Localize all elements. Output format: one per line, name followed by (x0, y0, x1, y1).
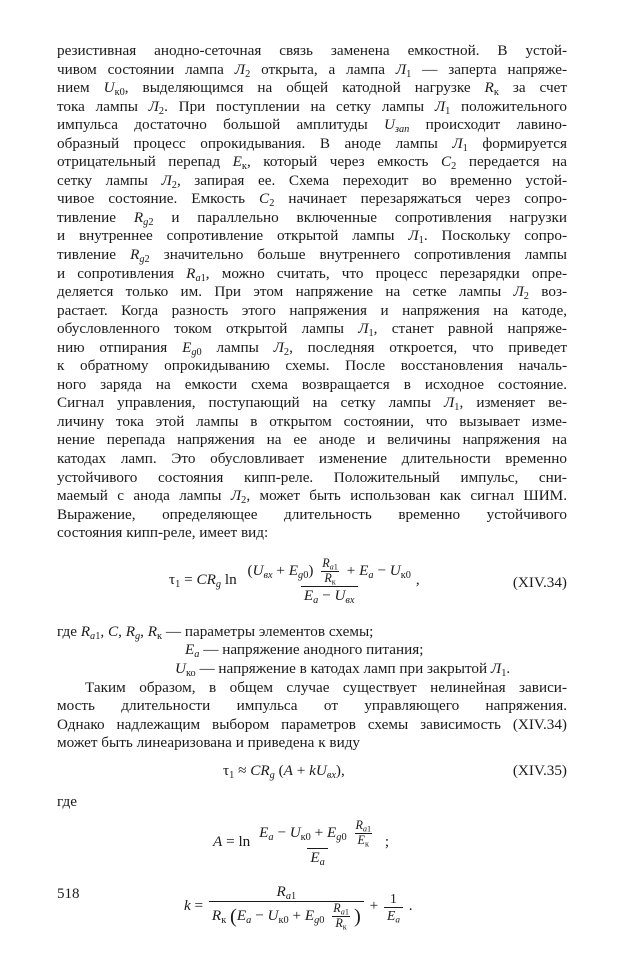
page-number: 518 (57, 886, 80, 902)
p2-line-1: Таким образом, в общем случае существует нелинейная зависи- (85, 678, 567, 696)
definition-row-3: $U_{ко}$ — напряжение в катодах ламп при закрытой $Л_1$. (175, 659, 511, 679)
p2-line-3: Однако надлежащим выбором параметров схемы зависимость (XIV.34) (57, 715, 567, 733)
p1-line-3: нием $U_{к0}$, выделяющимся на общей катодной нагрузке $R_к$ за счет (57, 79, 567, 98)
page-body (57, 42, 567, 953)
p1-line-20: Сигнал управления, поступающий на сетку лампы $Л_1$, изменяет ве- (57, 394, 568, 414)
p1-line-18: к обратному опрокидыванию схемы. После восстановления началь- (57, 357, 567, 375)
p1-line-14: деляется только им. При этом напряжение на сетке лампы $Л_2$ воз- (57, 283, 567, 302)
p1-line-15: растает. Когда разность этого напряжения и напряжения на катоде, (57, 301, 567, 319)
p1-line-6: образный процесс опрокидывания. В аноде лампы $Л_1$ формируется (57, 134, 567, 154)
definition-row-1: где $R_{a1}$, C, $R_g$, $R_к$ — параметры элементов схемы; (57, 622, 374, 642)
p1-line-1: резистивная анодно-сеточная связь заменена емкостной. В устой- (57, 42, 567, 59)
p1-line-4: тока лампы $Л_2$. При поступлении на сетку лампы $Л_1$ положительного (57, 97, 567, 117)
p1-line-10: тивление $R_{g2}$ и параллельно включенные сопротивления нагрузки (57, 208, 567, 228)
p1-line-2: чивом состоянии лампа $Л_2$ открыта, а лампа $Л_1$ — заперта напряже- (57, 60, 568, 80)
equation-k (57, 883, 567, 953)
equation-xiv-34-body: $\tau_1 = CR_g$ ln $(U_{вх} + E_{g0})$ $\frac{R_{a1}}{R_к}$ + $E_a - U_{к0}$ $E_a - U_{вх}$ , (169, 555, 420, 606)
p1-line-7: отрицательный перепад $E_к$, который через емкость $C_2$ передается на (57, 153, 567, 173)
p2-line-2: мость длительности импульса от управляющего напряжения. (57, 697, 567, 715)
equation-xiv-35 (57, 753, 567, 789)
p1-line-21: личину тока этой лампы в открытом состоянии, что вызывает изме- (57, 412, 567, 430)
equation-xiv-35-body: $\tau_1 \approx CR_g$ $(A + kU_{вх})$, (223, 761, 345, 781)
p1-line-12: тивление $R_{g2}$ значительно больше внутреннего сопротивления лампы (57, 246, 567, 265)
p1-line-16: обусловленного током открытой лампы $Л_1$, станет равной напряже- (57, 320, 567, 340)
equation-xiv-34 (57, 551, 567, 623)
p1-line-9: чивое состояние. Емкость $C_2$ начинает перезаряжаться через сопро- (57, 190, 567, 210)
where-label: где (57, 792, 77, 810)
equation-number-xiv-35: (XIV.35) (512, 761, 567, 779)
definitions-block (57, 623, 567, 679)
paragraph-1 (57, 42, 567, 543)
p1-line-27: состояния кипп-реле, имеет вид: (57, 524, 269, 542)
equation-number-xiv-34: (XIV.34) (512, 573, 567, 591)
p1-line-5: импульса достаточно большой амплитуды $U_{зап}$ происходит лавино- (57, 116, 567, 136)
definition-row-2: $E_a$ — напряжение анодного питания; (185, 641, 424, 661)
p1-line-24: устойчивого состояния кипп-реле. Положительный импульс, сни- (57, 468, 567, 486)
p1-line-23: катодах ламп. Это обусловливает изменение длительности временно (57, 450, 567, 468)
paragraph-2 (57, 679, 567, 753)
equation-a (57, 813, 567, 883)
p1-line-26: Выражение, определяющее длительность временно устойчивого (57, 505, 567, 523)
p2-line-4: может быть линеаризована и приведена к виду (57, 734, 361, 752)
p1-line-8: сетку лампы $Л_2$, запирая ее. Схема переходит во временно устой- (57, 171, 568, 191)
p1-line-22: нение перепада напряжения на ее аноде и величины напряжения на (57, 431, 567, 449)
equation-a-body: A = ln $E_a - U_{к0} + E_{g0}$ $\frac{R_{a1}}{E_к}$ $E_a$ ; (213, 818, 390, 869)
p1-line-19: ного заряда на емкости схема возвращается в исходное состояние. (57, 375, 567, 393)
p1-line-11: и внутреннее сопротивление открытой лампы $Л_1$. Поскольку сопро- (57, 227, 567, 247)
p1-line-13: и сопротивления $R_{a1}$, можно считать, что процесс перезарядки опре- (57, 264, 568, 284)
p1-line-17: нию отпирания $E_{g0}$ лампы $Л_2$, последняя откроется, что приведет (57, 338, 568, 358)
equation-k-body: k = $R_{a1}$ $R_к$ ($E_a - U_{к0} + E_{g0}$ $\frac{R_{a1}}{R_к}$ ) + $\frac{1}{E_a}$ . (184, 883, 413, 932)
p1-line-25: маемый с анода лампы $Л_2$, может быть использован как сигнал ШИМ. (57, 487, 567, 507)
